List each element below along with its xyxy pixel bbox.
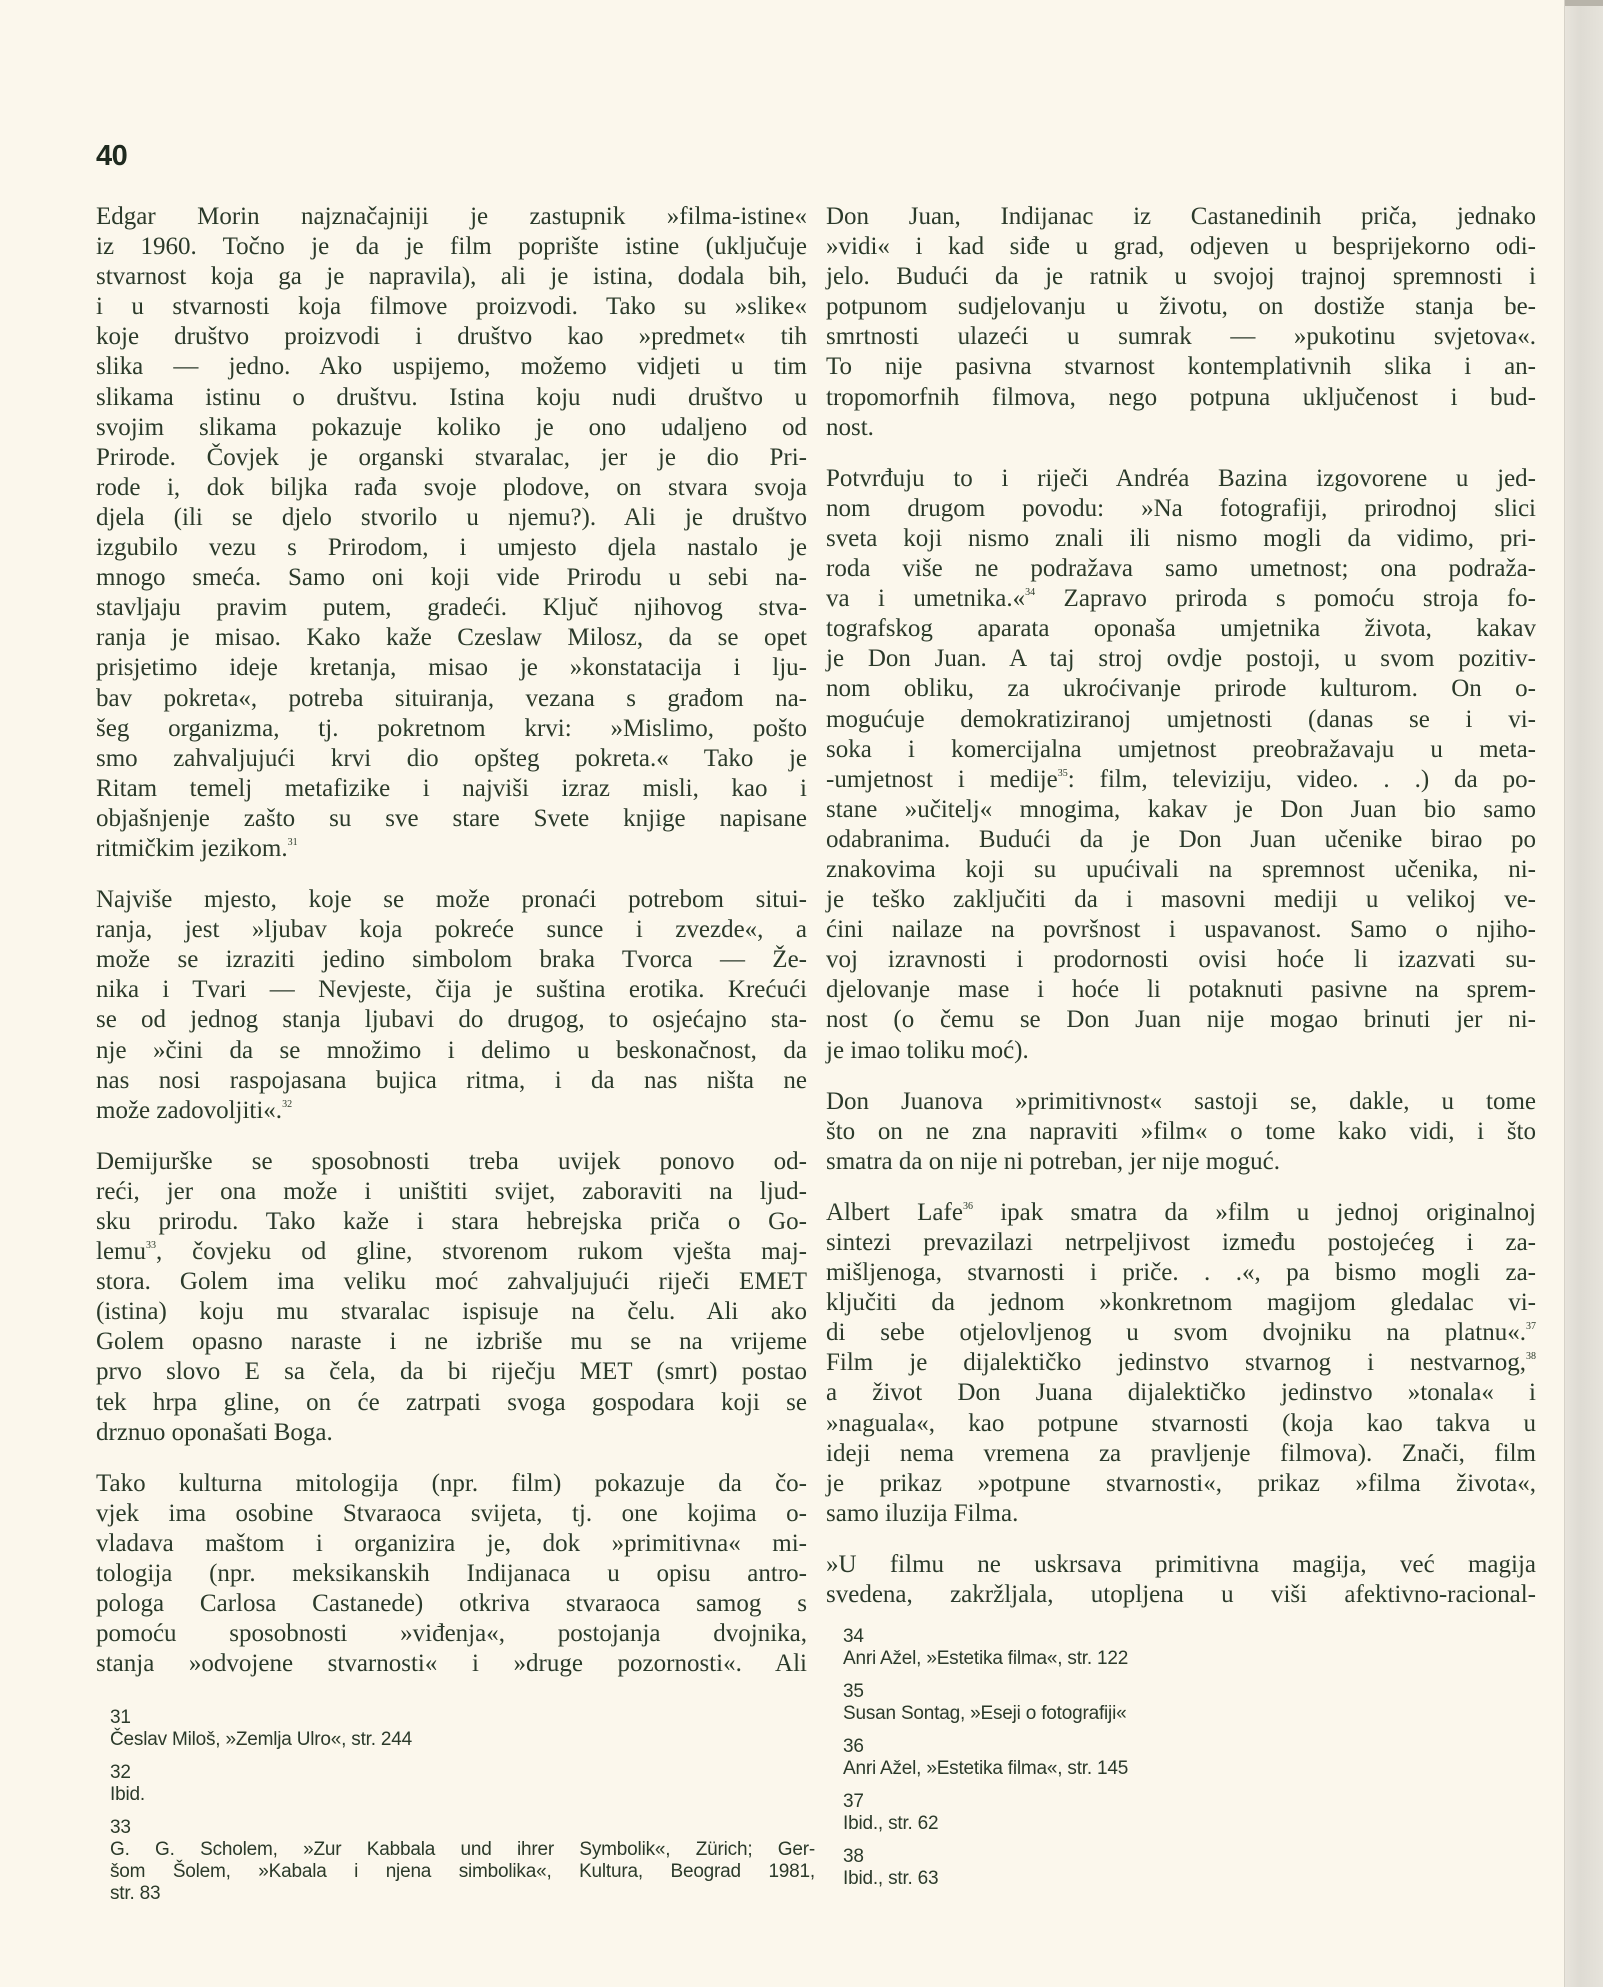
page-edge-shadow (1564, 0, 1603, 1987)
footnote-number: 31 (110, 1707, 131, 1728)
footnote-text: Ibid., str. 63 (843, 1868, 939, 1889)
footnote-text: Ibid., str. 62 (843, 1813, 939, 1834)
text-line: tografskog aparata oponaša umjetnika života, kakav (826, 615, 1536, 643)
text-line: Don Juanova »primitivnost« sastoji se, dakle, u tome (826, 1087, 1536, 1115)
text-line: što on ne zna napraviti »film« o tome kako vidi, i što (826, 1117, 1536, 1145)
footnote-reference[interactable]: 32 (282, 1098, 293, 1110)
footnote-reference[interactable]: 34 (1025, 587, 1036, 599)
text-line: Ritam temelj metafizike i najviši izraz misli, kao i (96, 774, 807, 802)
text-line: bav pokreta«, potreba situiranja, vezana s građom na- (96, 684, 807, 712)
text-line: odabranima. Budući da je Don Juan učenike birao po (826, 825, 1536, 853)
text-line: iz 1960. Točno je da je film poprište istine (uključuje (96, 233, 807, 261)
text-line: i u stvarnosti koja filmove proizvodi. Tako su »slike« (96, 293, 807, 321)
right-column (826, 202, 1536, 1631)
footnote-text: Anri Ažel, »Estetika filma«, str. 145 (843, 1758, 1129, 1779)
text-line: ključiti da jednom »konkretnom magijom gledalac vi- (826, 1289, 1536, 1317)
footnote-reference[interactable]: 31 (287, 836, 298, 848)
text-line: a život Don Juana dijalektičko jedinstvo »tonala« i (826, 1379, 1536, 1407)
text-line: svedena, zakržljala, utopljena u viši afektivno-racional- (826, 1581, 1536, 1609)
text-line: stora. Golem ima veliku moć zahvaljujući riječi EMET (96, 1268, 807, 1296)
paragraph (826, 1087, 1536, 1177)
footnotes-right (843, 1626, 1443, 1901)
page-edge-top-shadow (1565, 0, 1603, 6)
footnote-text: Anri Ažel, »Estetika filma«, str. 122 (843, 1648, 1129, 1669)
footnote-item (843, 1736, 1443, 1780)
text-line: drznuo oponašati Boga. (96, 1418, 333, 1446)
text-line: di sebe otjelovljenog u svom dvojniku na platnu«.$^{37}$ (826, 1319, 1536, 1347)
text-line: jelo. Budući da je ratnik u svojoj trajnoj spremnosti i (826, 263, 1536, 291)
text-line: nom obliku, za ukroćivanje prirode kulturom. On o- (826, 675, 1536, 703)
text-line: djela (ili se djelo stvorilo u njemu?). Ali je društvo (96, 503, 807, 531)
text-line: sintezi prevazilazi netrpeljivost između postojećeg i za- (826, 1229, 1536, 1256)
text-line: ranja, jest »ljubav koja pokreće sunce i zvezde«, a (96, 916, 807, 944)
text-line: objašnjenje zašto su sve stare Svete knjige napisane (96, 804, 807, 832)
text-line: tek hrpa gline, on će zatrpati svoga gospodara koji se (96, 1388, 807, 1416)
text-line: pologa Carlosa Castanede) otkriva stvaraoca samog s (96, 1590, 807, 1618)
paragraph (826, 202, 1536, 443)
text-line: svojim slikama pokazuje koliko je ono udaljeno od (96, 413, 807, 441)
text-line: Najviše mjesto, koje se može pronaći potrebom situi- (96, 886, 807, 914)
text-line: lemu$^{33}$, čovjeku od gline, stvorenom rukom vješta maj- (96, 1238, 807, 1266)
text-line: ideji nema vremena za pravljenje filmova). Znači, film (826, 1439, 1536, 1467)
text-line: je teško zaključiti da i masovni mediji u velikoj ve- (826, 886, 1536, 914)
paragraph (826, 464, 1536, 1066)
text-line: znakovima koji su upućivali na spremnost učenika, ni- (826, 855, 1536, 883)
footnote-item (110, 1707, 830, 1751)
footnote-reference[interactable]: 36 (962, 1200, 973, 1212)
text-line: sveta koji nismo znali ili nismo mogli da vidimo, pri- (826, 524, 1536, 552)
text-line: »vidi« i kad siđe u grad, odjeven u besprijekorno odi- (826, 233, 1536, 261)
text-line: smrtnosti ulazeći u sumrak — »pukotinu svjetova«. (826, 323, 1536, 351)
text-line: voj izravnosti i prodornosti ovisi hoće li izazvati su- (826, 946, 1536, 974)
text-line: je imao toliku moć). (826, 1036, 1029, 1064)
text-line: smo zahvaljujući krvi dio opšteg pokreta.« Tako je (96, 744, 807, 772)
footnotes-left (110, 1707, 830, 1916)
text-line: Edgar Morin najznačajniji je zastupnik »filma-istine« (96, 203, 807, 230)
footnote-number: 37 (843, 1791, 864, 1812)
text-line: slika — jedno. Ako uspijemo, možemo vidjeti u tim (96, 353, 807, 381)
text-line: potpunom sudjelovanju u životu, on dostiže stanja be- (826, 293, 1536, 321)
text-line: (istina) koju mu stvaralac ispisuje na čelu. Ali ako (96, 1298, 807, 1326)
text-line: može se izraziti jedino simbolom braka Tvorca — Že- (96, 946, 807, 974)
text-line: ćini nailaze na površnost i uspavanost. Samo o njiho- (826, 916, 1536, 944)
footnote-item (110, 1817, 830, 1905)
text-line: nom drugom povodu: »Na fotografiji, prirodnoj slici (826, 494, 1536, 522)
text-line: Demijurške se sposobnosti treba uvijek ponovo od- (96, 1147, 807, 1175)
text-line: pomoću sposobnosti »viđenja«, postojanja dvojnika, (96, 1620, 807, 1648)
paragraph (96, 1469, 807, 1680)
text-line: nost. (826, 413, 874, 441)
footnote-reference[interactable]: 37 (1526, 1321, 1536, 1333)
paragraph (96, 202, 807, 864)
text-line: je Don Juan. A taj stroj ovdje postoji, u svom pozitiv- (826, 645, 1536, 673)
text-line: nika i Tvari — Nevjeste, čija je suština erotika. Krećući (96, 976, 807, 1004)
footnote-item (843, 1791, 1443, 1835)
text-line: nje »čini da se množimo i delimo u beskonačnost, da (96, 1036, 807, 1064)
footnote-item (843, 1846, 1443, 1890)
text-line: roda više ne podražava samo umetnost; ona podraža- (826, 555, 1536, 583)
text-line: može zadovoljiti«.$^{32}$ (96, 1096, 293, 1124)
paragraph (826, 1198, 1536, 1529)
footnote-number: 32 (110, 1762, 131, 1783)
text-line: se od jednog stanja ljubavi do drugog, to osjećajno sta- (96, 1006, 807, 1034)
text-line: stvarnost koja ga je napravila), ali je istina, dodala bih, (96, 263, 807, 291)
paragraph (96, 885, 807, 1126)
text-line: Don Juan, Indijanac iz Castanedinih priča, jednako (826, 203, 1536, 230)
paragraph (96, 1147, 807, 1448)
footnote-text: Susan Sontag, »Eseji o fotografiji« (843, 1703, 1127, 1724)
footnote-item (843, 1626, 1443, 1670)
text-line: va i umetnika.«$^{34}$ Zapravo priroda s pomoću stroja fo- (826, 585, 1536, 613)
text-line: prisjetimo ideje kretanja, misao je »konstatacija i lju- (96, 654, 807, 682)
paragraph (826, 1550, 1536, 1610)
footnote-reference[interactable]: 33 (146, 1240, 156, 1252)
footnote-text: Ibid. (110, 1784, 145, 1805)
text-line: ritmičkim jezikom.$^{31}$ (96, 834, 298, 862)
text-line: soka i komercijalna umjetnost preobražavaju u meta- (826, 735, 1536, 763)
text-line: Tako kulturna mitologija (npr. film) pokazuje da čo- (96, 1469, 807, 1497)
text-line: sku prirodu. Tako kaže i stara hebrejska priča o Go- (96, 1208, 807, 1235)
text-line: samo iluzija Filma. (826, 1499, 1019, 1527)
text-line: prvo slovo E sa čela, da bi riječju MET (smrt) postao (96, 1358, 807, 1386)
text-line: tologija (npr. meksikanskih Indijanaca u opisu antro- (96, 1560, 807, 1588)
text-line: vladava maštom i organizira je, dok »primitivna« mi- (96, 1529, 807, 1557)
left-column (96, 202, 807, 1700)
text-line: smatra da on nije ni potreban, jer nije moguć. (826, 1147, 1281, 1175)
text-line: Prirode. Čovjek je organski stvaralac, jer je dio Pri- (96, 443, 807, 471)
text-line: Film je dijalektičko jedinstvo stvarnog i nestvarnog,$^{38}$ (826, 1349, 1536, 1377)
text-line: nost (o čemu se Don Juan nije mogao brinuti jer ni- (826, 1006, 1536, 1034)
text-line: stane »učitelj« mnogima, kakav je Don Juan bio samo (826, 795, 1536, 823)
text-line: stavljaju pravim putem, gradeći. Ključ njihovog stva- (96, 594, 807, 622)
footnote-text: str. 83 (110, 1883, 161, 1904)
text-line: reći, jer ona može i uništiti svijet, zaboraviti na ljud- (96, 1177, 807, 1205)
text-line: nas nosi raspojasana bujica ritma, i da nas ništa ne (96, 1066, 807, 1094)
text-line: rode i, dok biljka rađa svoje plodove, on stvara svoja (96, 473, 807, 501)
text-line: djelovanje mase i hoće li potaknuti pasivne na sprem- (826, 976, 1536, 1004)
text-line: koje društvo proizvodi i društvo kao »predmet« tih (96, 323, 807, 351)
footnote-number: 34 (843, 1626, 864, 1647)
text-line: ranja je misao. Kako kaže Czeslaw Milosz, da se opet (96, 624, 807, 652)
text-line: izgubilo vezu s Prirodom, i umjesto djela nastalo je (96, 534, 807, 562)
text-line: Potvrđuju to i riječi Andréa Bazina izgovorene u jed- (826, 464, 1536, 492)
footnote-reference[interactable]: 35 (1057, 767, 1068, 779)
footnote-number: 38 (843, 1846, 864, 1867)
page-number: 40 (96, 140, 128, 172)
text-line: je prikaz »potpune stvarnosti«, prikaz »filma života«, (826, 1469, 1536, 1497)
footnote-item (110, 1762, 830, 1806)
text-line: mnogo smeća. Samo oni koji vide Prirodu u sebi na- (96, 564, 807, 592)
text-line: »U filmu ne uskrsava primitivna magija, već magija (826, 1550, 1536, 1578)
text-line: vjek ima osobine Stvaraoca svijeta, tj. one kojima o- (96, 1499, 807, 1527)
text-line: slikama istinu o društvu. Istina koju nudi društvo u (96, 383, 807, 411)
text-line: mišljenoga, stvarnosti i priče. . .«, pa bismo mogli za- (826, 1259, 1536, 1287)
text-line: »naguala«, kao potpune stvarnosti (koja kao takva u (826, 1409, 1536, 1437)
text-line: tropomorfnih filmova, nego potpuna uključenost i bud- (826, 383, 1536, 411)
text-line: To nije pasivna stvarnost kontemplativnih slika i an- (826, 353, 1536, 381)
footnote-item (843, 1681, 1443, 1725)
footnote-text: šom Šolem, »Kabala i njena simbolika«, Kultura, Beograd 1981, (110, 1861, 815, 1882)
text-line: stanja »odvojene stvarnosti« i »druge pozornosti«. Ali (96, 1650, 807, 1678)
footnote-text: G. G. Scholem, »Zur Kabbala und ihrer Symbolik«, Zürich; Ger- (110, 1839, 815, 1860)
text-line: šeg organizma, tj. pokretnom krvi: »Mislimo, pošto (96, 714, 807, 742)
footnote-number: 33 (110, 1817, 131, 1838)
text-line: -umjetnost i medije$^{35}$: film, televiziju, video. . .) da po- (826, 765, 1536, 793)
footnote-number: 36 (843, 1736, 864, 1757)
footnote-text: Česlav Miloš, »Zemlja Ulro«, str. 244 (110, 1729, 412, 1750)
footnote-reference[interactable]: 38 (1526, 1351, 1536, 1363)
footnote-number: 35 (843, 1681, 864, 1702)
text-line: Golem opasno naraste i ne izbriše mu se na vrijeme (96, 1328, 807, 1356)
text-line: Albert Lafe$^{36}$ ipak smatra da »film u jednoj originalnoj (826, 1198, 1536, 1226)
text-line: mogućuje demokratiziranoj umjetnosti (danas se i vi- (826, 705, 1536, 733)
